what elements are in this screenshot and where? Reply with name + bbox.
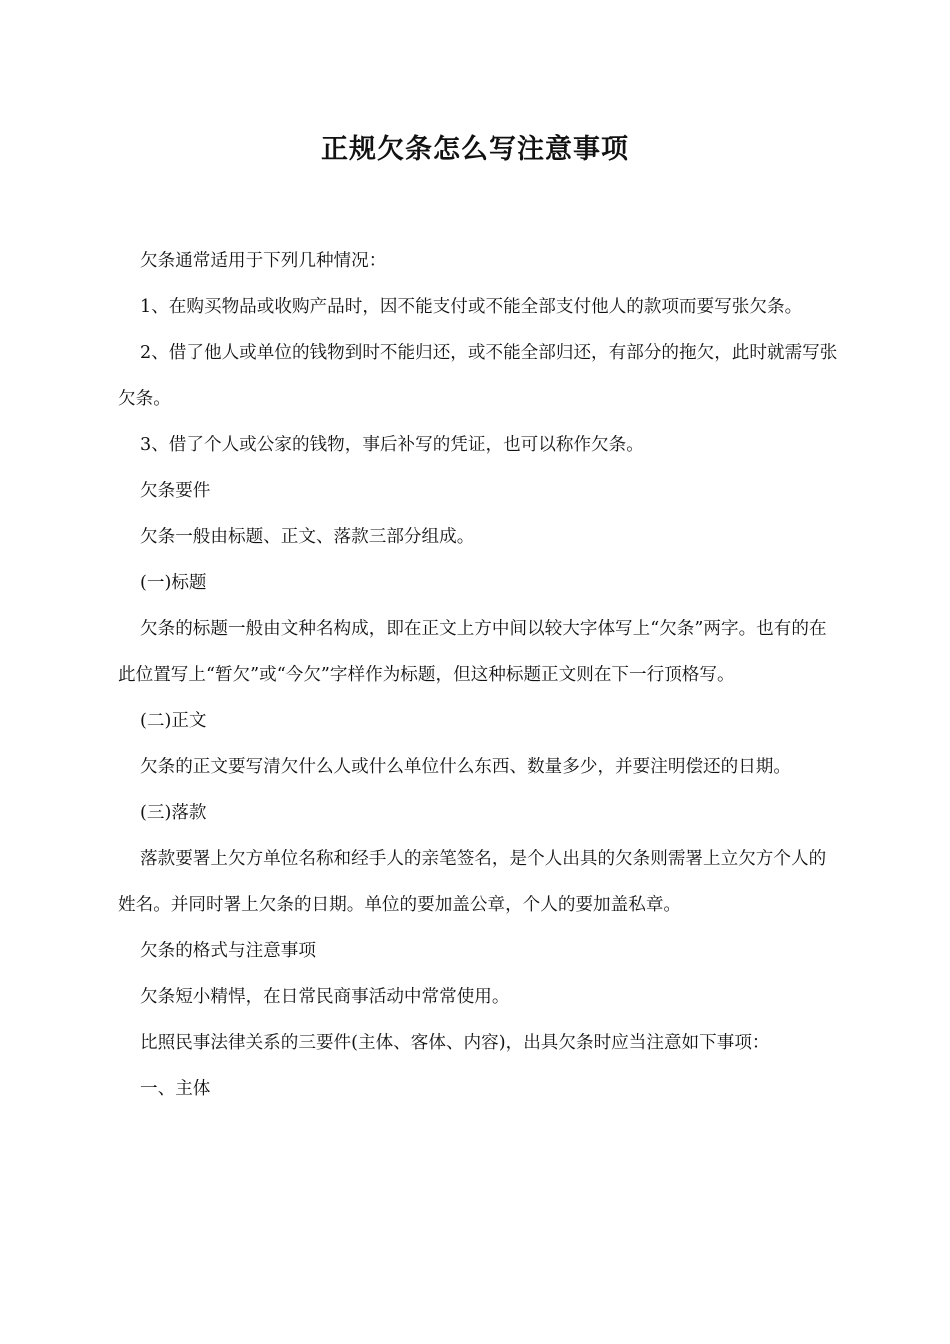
paragraph-body-desc: 欠条的正文要写清欠什么人或什么单位什么东西、数量多少，并要注明偿还的日期。 bbox=[140, 757, 791, 777]
paragraph-case-1: 1、在购买物品或收购产品时，因不能支付或不能全部支付他人的款项而要写张欠条。 bbox=[140, 297, 803, 317]
paragraph-three-elements: 比照民事法律关系的三要件(主体、客体、内容)，出具欠条时应当注意如下事项： bbox=[140, 1033, 770, 1053]
document-title: 正规欠条怎么写注意事项 bbox=[321, 134, 629, 165]
document-body bbox=[118, 238, 838, 1112]
subheading-subject: 一、主体 bbox=[140, 1079, 211, 1099]
paragraph-case-3: 3、借了个人或公家的钱物，事后补写的凭证，也可以称作欠条。 bbox=[140, 435, 644, 455]
subheading-signature: (三)落款 bbox=[140, 803, 207, 823]
section-heading-format: 欠条的格式与注意事项 bbox=[140, 941, 316, 961]
subheading-body: (二)正文 bbox=[140, 711, 207, 731]
paragraph-case-2: 2、借了他人或单位的钱物到时不能归还，或不能全部归还，有部分的拖欠，此时就需写张欠条。 bbox=[118, 343, 838, 409]
paragraph-composition: 欠条一般由标题、正文、落款三部分组成。 bbox=[140, 527, 475, 547]
paragraph-intro: 欠条通常适用于下列几种情况： bbox=[140, 251, 387, 271]
paragraph-signature-desc: 落款要署上欠方单位名称和经手人的亲笔签名，是个人出具的欠条则需署上立欠方个人的姓名。并同时署上欠条的日期。单位的要加盖公章，个人的要加盖私章。 bbox=[118, 849, 827, 915]
section-heading-requirements: 欠条要件 bbox=[140, 481, 211, 501]
paragraph-format-desc: 欠条短小精悍，在日常民商事活动中常常使用。 bbox=[140, 987, 510, 1007]
subheading-title: (一)标题 bbox=[140, 573, 207, 593]
paragraph-title-desc: 欠条的标题一般由文种名构成，即在正文上方中间以较大字体写上“欠条”两字。也有的在此位置写上“暂欠”或“今欠”字样作为标题，但这种标题正文则在下一行顶格写。 bbox=[118, 619, 827, 685]
